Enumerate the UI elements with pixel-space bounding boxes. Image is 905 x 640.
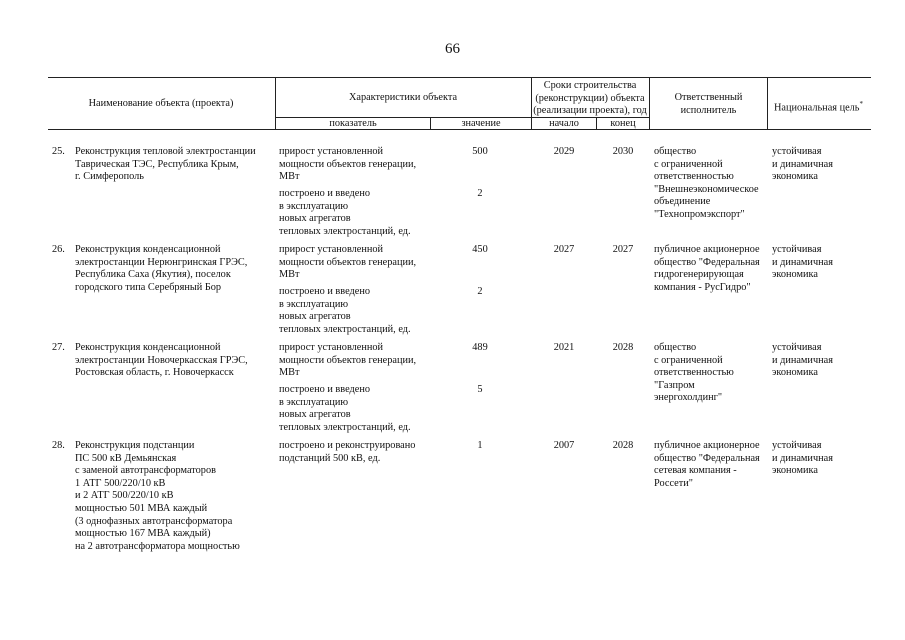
end-year: 2027 xyxy=(612,244,634,255)
value-1: 500 xyxy=(472,146,488,157)
indicator-2: построено и введено в эксплуатацию новых агрегатов тепловых электростанций, ед. xyxy=(279,188,411,237)
end-year: 2030 xyxy=(612,146,634,157)
indicator-1: построено и реконструировано подстанций 500 кВ, ед. xyxy=(279,440,416,464)
national-goal: устойчивая и динамичная экономика xyxy=(772,440,833,477)
indicator-2: построено и введено в эксплуатацию новых агрегатов тепловых электростанций, ед. xyxy=(279,384,411,433)
value-2: 5 xyxy=(477,384,483,395)
indicator-1: прирост установленной мощности объектов генерации, МВт xyxy=(279,342,417,379)
indicator-2: построено и введено в эксплуатацию новых агрегатов тепловых электростанций, ед. xyxy=(279,286,411,335)
national-goal: устойчивая и динамичная экономика xyxy=(772,244,833,281)
executor: общество с ограниченной ответственностью "Внешнеэкономическое объединение "Технопромэкспорт" xyxy=(654,146,759,220)
header-executor: Ответственный исполнитель xyxy=(674,92,743,116)
row-number: 26. xyxy=(52,244,65,255)
start-year: 2007 xyxy=(553,440,575,451)
end-year: 2028 xyxy=(612,440,634,451)
table-top-rule xyxy=(48,77,871,78)
value-1: 1 xyxy=(477,440,483,451)
object-name: Реконструкция конденсационной электростанции Новочеркасская ГРЭС, Ростовская область, г. Новочеркасск xyxy=(75,342,248,379)
indicator-1: прирост установленной мощности объектов генерации, МВт xyxy=(279,146,417,183)
subheader-end: конец xyxy=(610,118,636,129)
object-name: Реконструкция тепловой электростанции Таврическая ТЭС, Республика Крым, г. Симферополь xyxy=(75,146,256,183)
start-year: 2029 xyxy=(553,146,575,157)
national-goal: устойчивая и динамичная экономика xyxy=(772,146,833,183)
header-characteristics: Характеристики объекта xyxy=(348,92,458,103)
value-2: 2 xyxy=(477,286,483,297)
executor: публичное акционерное общество "Федеральная гидрогенерирующая компания - РусГидро" xyxy=(654,244,760,293)
header-goal-label: Национальная цель xyxy=(774,102,860,114)
executor: общество с ограниченной ответственностью "Газпром энергохолдинг" xyxy=(654,342,734,404)
object-name: Реконструкция подстанции ПС 500 кВ Демьянская с заменой автотрансформаторов 1 АТГ 500/220/10 кВ и 2 АТГ 500/220/10 кВ мощностью 501 МВА каждый (3 однофазных автотрансформатора мощностью 167 МВА каждый) на 2 автотрансформатора мощностью xyxy=(75,440,240,552)
start-year: 2027 xyxy=(553,244,575,255)
subheader-indicator: показатель xyxy=(329,118,377,129)
row-number: 28. xyxy=(52,440,65,451)
row-number: 27. xyxy=(52,342,65,353)
object-name: Реконструкция конденсационной электростанции Нерюнгринская ГРЭС, Республика Саха (Якутия), поселок городского типа Серебряный Бор xyxy=(75,244,248,293)
subheader-value: значение xyxy=(461,118,501,129)
header-goal xyxy=(774,98,863,115)
row-number: 25. xyxy=(52,146,65,157)
header-name: Наименование объекта (проекта) xyxy=(88,98,234,109)
end-year: 2028 xyxy=(612,342,634,353)
subheader-start: начало xyxy=(549,118,579,129)
column-divider xyxy=(767,77,768,130)
indicator-1: прирост установленной мощности объектов генерации, МВт xyxy=(279,244,417,281)
start-year: 2021 xyxy=(553,342,575,353)
national-goal: устойчивая и динамичная экономика xyxy=(772,342,833,379)
page-number: 66 xyxy=(445,41,460,57)
header-goal-mark: * xyxy=(859,100,863,108)
value-1: 489 xyxy=(472,342,488,353)
executor: публичное акционерное общество "Федеральная сетевая компания - Россети" xyxy=(654,440,760,489)
value-1: 450 xyxy=(472,244,488,255)
header-terms: Сроки строительства (реконструкции) объекта (реализации проекта), год xyxy=(533,80,647,117)
value-2: 2 xyxy=(477,188,483,199)
